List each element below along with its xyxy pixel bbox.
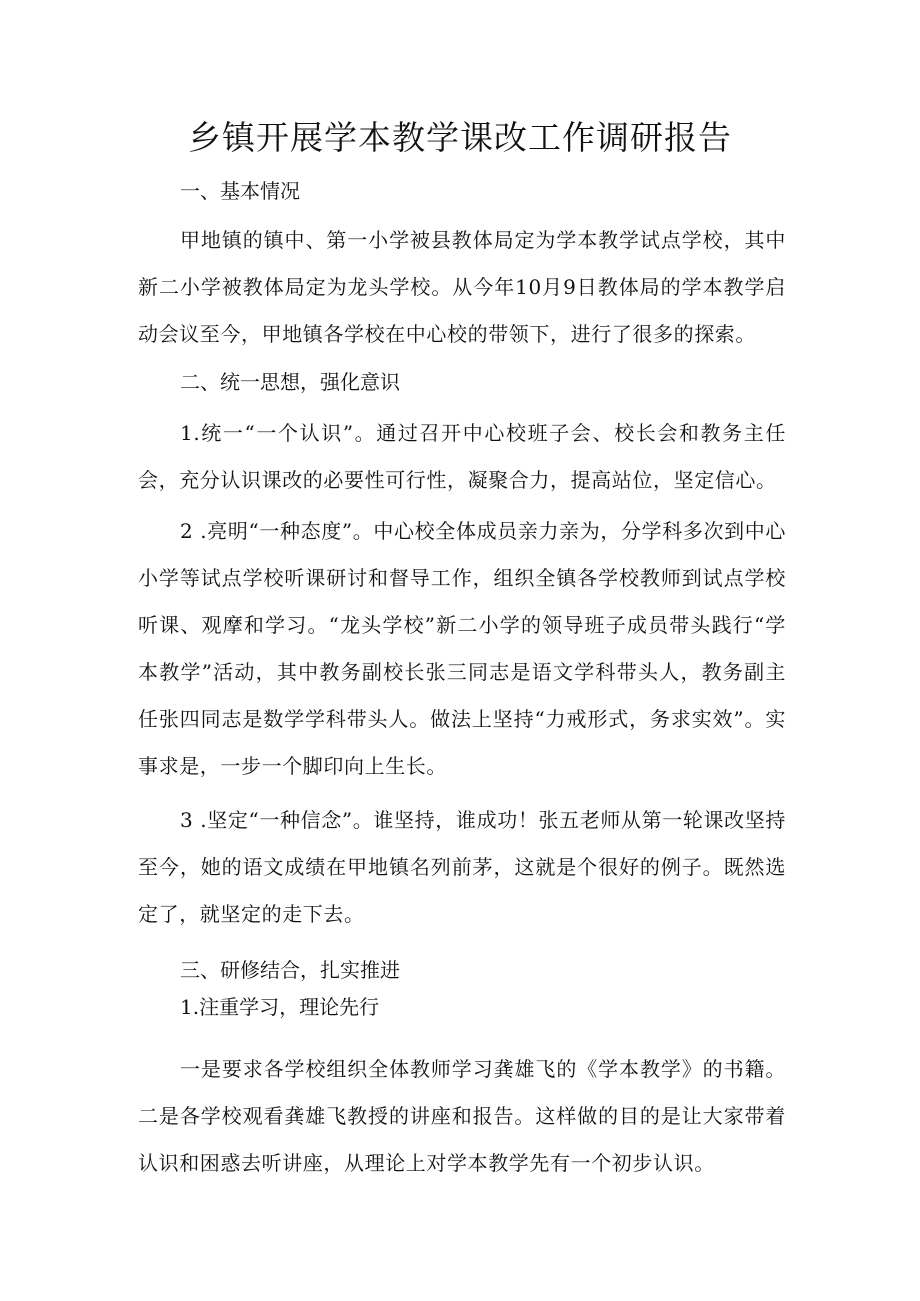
document-title: 乡镇开展学本教学课改工作调研报告 xyxy=(188,118,732,157)
section-heading-research-training: 三、研修结合，扎实推进 xyxy=(180,958,400,982)
paragraph-one-belief: 3 .坚定“一种信念”。谁坚持，谁成功！张五老师从第一轮课改坚持至今，她的语文成绩在甲地镇名列前茅，这就是个很好的例子。既然选定了，就坚定的走下去。 xyxy=(138,808,786,926)
subheading-learning-first: 1.注重学习，理论先行 xyxy=(180,995,380,1019)
paragraph-learning-first: 一是要求各学校组织全体教师学习龚雄飞的《学本教学》的书籍。二是各学校观看龚雄飞教授的讲座和报告。这样做的目的是让大家带着认识和困惑去听讲座，从理论上对学本教学先有一个初步认识。 xyxy=(138,1057,786,1175)
section-heading-unify-thinking: 二、统一思想，强化意识 xyxy=(180,370,400,394)
section-heading-basic-situation: 一、基本情况 xyxy=(180,179,300,203)
paragraph-one-attitude: 2 .亮明“一种态度”。中心校全体成员亲力亲为，分学科多次到中心小学等试点学校听课研讨和督导工作，组织全镇各学校教师到试点学校听课、观摩和学习。“龙头学校”新二小学的领导班子成员带头践行“学本教学”活动，其中教务副校长张三同志是语文学科带头人，教务副主任张四同志是数学学科带头人。做法上坚持“力戒形式，务求实效”。实事求是，一步一个脚印向上生长。 xyxy=(138,519,786,778)
paragraph-basic-situation: 甲地镇的镇中、第一小学被县教体局定为学本教学试点学校，其中新二小学被教体局定为龙头学校。从今年10月9日教体局的学本教学启动会议至今，甲地镇各学校在中心校的带领下，进行了很多的探索。 xyxy=(138,228,786,346)
paragraph-one-understanding: 1.统一“一个认识”。通过召开中心校班子会、校长会和教务主任会，充分认识课改的必要性可行性，凝聚合力，提高站位，坚定信心。 xyxy=(138,421,786,492)
